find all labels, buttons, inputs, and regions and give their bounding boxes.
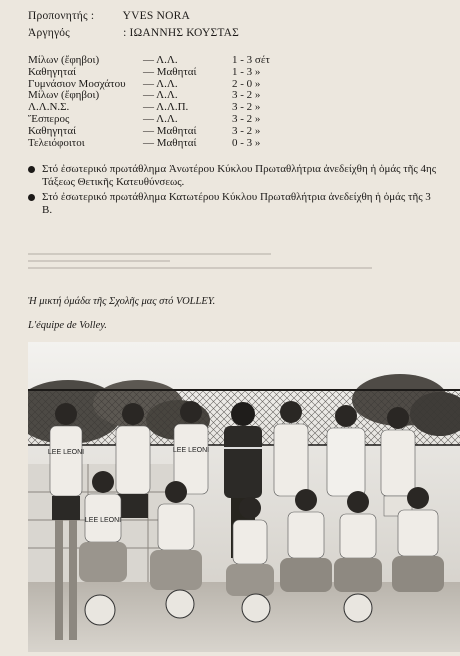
result-row <box>28 126 328 138</box>
leader-label: Ἀργηγός <box>28 27 70 39</box>
shirt-text: LEE LEONI <box>47 449 85 456</box>
result-score: 1 - 3 » <box>232 65 261 78</box>
result-team: Καθηγηταί <box>28 124 77 137</box>
result-score: 3 - 2 » <box>232 124 261 137</box>
bleed-through-text <box>28 248 433 280</box>
shirt-text: LEE LEONI <box>84 517 122 524</box>
trainer-name: YVES NORA <box>122 10 190 22</box>
trainer-label: Προπονητής : <box>28 10 95 22</box>
result-row <box>28 138 328 150</box>
result-score: 0 - 3 » <box>232 136 261 149</box>
result-opponent: — Λ.Λ. <box>143 112 178 125</box>
result-team: Ἕσπερος <box>28 112 70 125</box>
trainer-line <box>28 10 190 22</box>
note-text: Στό ἐσωτερικό πρωτάθλημα Ἀνωτέρου Κύκλου Πρωταθλήτρια ἀνεδείχθη ἡ ὁμάς τῆς 4ης Τάξεως Θετικῆς Κατευθύνσεως. <box>42 163 437 188</box>
photo-caption-greek: Ἡ μικτή ὁμάδα τῆς Σχολῆς μας στό VOLLEY. <box>28 296 216 307</box>
result-score: 3 - 2 » <box>232 89 261 102</box>
result-row <box>28 102 328 114</box>
result-row <box>28 67 328 79</box>
result-opponent: — Λ.Λ. <box>143 54 178 66</box>
result-opponent: — Λ.Λ. <box>143 89 178 102</box>
photo-caption-french: L'équipe de Volley. <box>28 320 107 331</box>
note-item <box>28 191 438 217</box>
result-opponent: — Μαθηταί <box>143 124 197 137</box>
result-score: 3 - 2 » <box>232 112 261 125</box>
shirt-text: LEE LEONI <box>172 447 210 454</box>
result-score: 2 - 0 » <box>232 77 261 90</box>
result-opponent: — Μαθηταί <box>143 65 197 78</box>
result-team: Μίλων (ἔφηβοι) <box>28 89 100 102</box>
result-team: Λ.Λ.Ν.Σ. <box>28 101 70 114</box>
result-opponent: — Λ.Λ. <box>143 77 178 90</box>
results-list <box>28 55 328 149</box>
bullet-icon <box>28 194 35 201</box>
result-score: 3 - 2 » <box>232 101 261 114</box>
championship-notes <box>28 163 438 219</box>
result-team: Γυμνάσιον Μοσχάτου <box>28 77 126 90</box>
result-row <box>28 114 328 126</box>
result-opponent: — Μαθηταί <box>143 136 197 149</box>
result-score: 1 - 3 σέτ <box>232 54 270 66</box>
result-team: Τελειόφοιτοι <box>28 136 85 149</box>
note-text: Στό ἐσωτερικό πρωτάθλημα Κατωτέρου Κύκλου Πρωταθλήτρια ἀνεδείχθη ἡ ὁμάς τῆς 3 Β. <box>42 191 431 216</box>
result-opponent: — Λ.Λ.Π. <box>143 101 189 114</box>
bullet-icon <box>28 166 35 173</box>
team-photo <box>28 342 460 652</box>
result-team: Καθηγηταί <box>28 65 77 78</box>
result-team: Μίλων (ἔφηβοι) <box>28 54 100 66</box>
note-item <box>28 163 438 189</box>
leader-line <box>28 27 239 39</box>
leader-name: : ΙΩΑΝΝΗΣ ΚΟΥΣΤΑΣ <box>123 27 240 39</box>
